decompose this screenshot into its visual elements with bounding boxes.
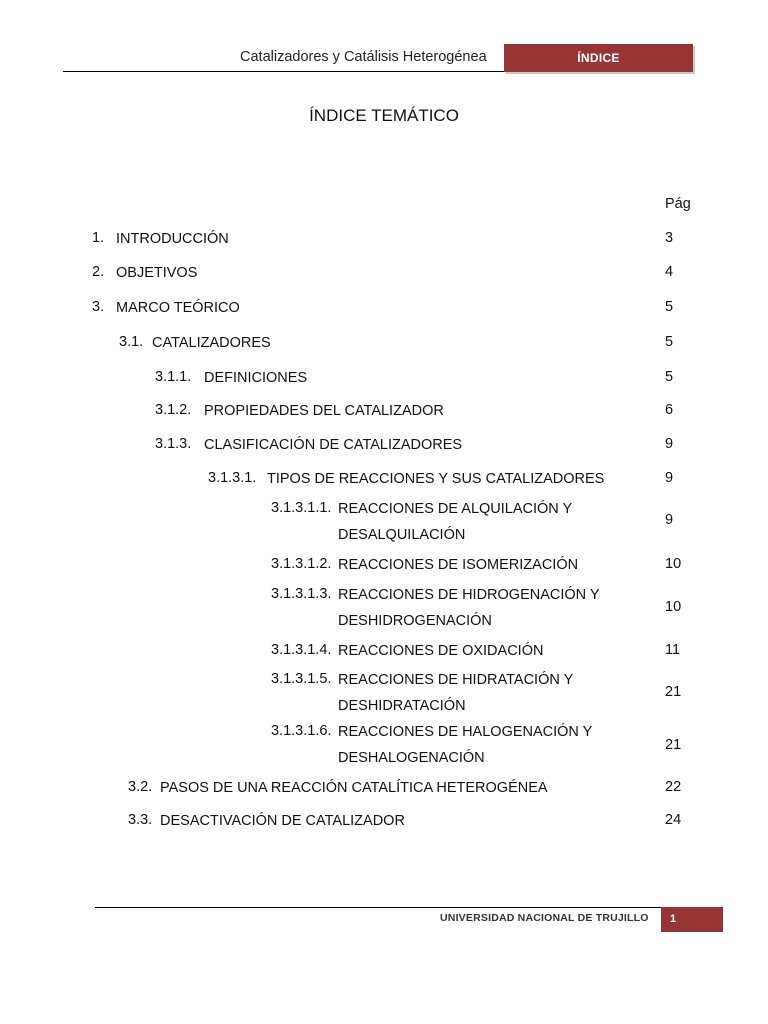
toc-entry-title-line-1: REACCIONES DE ALQUILACIÓN Y <box>338 501 573 517</box>
toc-entry-page: 5 <box>665 299 674 315</box>
toc-entry-number: 3. <box>92 299 105 315</box>
footer-divider <box>95 907 661 908</box>
toc-entry-title-line-2: DESHIDRATACIÓN <box>338 698 466 714</box>
toc-entry-title: INTRODUCCIÓN <box>116 231 229 247</box>
toc-entry-number: 3.1.3.1.2. <box>271 556 332 572</box>
toc-entry-title-line-1: REACCIONES DE HIDRATACIÓN Y <box>338 672 574 688</box>
footer-page-number: 1 <box>661 907 723 932</box>
toc-entry-number: 3.1.3.1.6. <box>271 723 332 739</box>
toc-entry-number: 3.3. <box>128 812 153 828</box>
footer-institution: UNIVERSIDAD NACIONAL DE TRUJILLO <box>440 912 649 924</box>
toc-entry-number: 2. <box>92 264 105 280</box>
toc-entry-number: 3.1.2. <box>155 402 192 418</box>
toc-entry-page: 5 <box>665 334 674 350</box>
toc-entry-title: TIPOS DE REACCIONES Y SUS CATALIZADORES <box>267 471 605 487</box>
toc-entry-title: DEFINICIONES <box>204 370 308 386</box>
toc-entry-title: OBJETIVOS <box>116 265 198 281</box>
toc-entry-title: DESACTIVACIÓN DE CATALIZADOR <box>160 813 405 829</box>
toc-entry-number: 3.2. <box>128 779 153 795</box>
toc-entry-title: MARCO TEÓRICO <box>116 300 240 316</box>
toc-entry-page: 4 <box>665 264 674 280</box>
toc-entry-title: REACCIONES DE OXIDACIÓN <box>338 643 544 659</box>
toc-entry-title: REACCIONES DE ISOMERIZACIÓN <box>338 557 579 573</box>
toc-entry-page: 21 <box>665 737 682 753</box>
toc-entry-number: 3.1. <box>119 334 144 350</box>
toc-entry-number: 3.1.3.1.5. <box>271 671 332 687</box>
toc-entry-page: 9 <box>665 512 674 528</box>
toc-entry-title: CLASIFICACIÓN DE CATALIZADORES <box>204 437 463 453</box>
toc-entry-number: 3.1.3. <box>155 436 192 452</box>
page-column-label: Pág <box>665 196 691 212</box>
toc-entry-number: 3.1.3.1.4. <box>271 642 332 658</box>
toc-entry-title-line-2: DESALQUILACIÓN <box>338 527 466 543</box>
page-title: ÍNDICE TEMÁTICO <box>309 106 459 125</box>
toc-entry-page: 9 <box>665 470 674 486</box>
toc-entry-number: 3.1.3.1.1. <box>271 500 332 516</box>
toc-entry-title: PROPIEDADES DEL CATALIZADOR <box>204 403 444 419</box>
toc-entry-number: 3.1.3.1. <box>208 470 257 486</box>
toc-entry-title: PASOS DE UNA REACCIÓN CATALÍTICA HETEROGÉNEA <box>160 780 548 796</box>
toc-entry-title: CATALIZADORES <box>152 335 271 351</box>
toc-entry-title-line-1: REACCIONES DE HALOGENACIÓN Y <box>338 724 593 740</box>
toc-entry-title-line-2: DESHALOGENACIÓN <box>338 750 485 766</box>
toc-entry-page: 24 <box>665 812 682 828</box>
toc-entry-page: 22 <box>665 779 682 795</box>
toc-entry-page: 5 <box>665 369 674 385</box>
toc-entry-title-line-2: DESHIDROGENACIÓN <box>338 613 492 629</box>
header-title: Catalizadores y Catálisis Heterogénea <box>240 49 487 65</box>
header-divider <box>63 71 504 72</box>
toc-entry-page: 10 <box>665 556 682 572</box>
toc-entry-page: 10 <box>665 599 682 615</box>
toc-entry-title-line-1: REACCIONES DE HIDROGENACIÓN Y <box>338 587 600 603</box>
toc-entry-page: 9 <box>665 436 674 452</box>
header-section-tab: ÍNDICE <box>504 44 693 72</box>
toc-entry-number: 3.1.1. <box>155 369 192 385</box>
toc-entry-number: 3.1.3.1.3. <box>271 586 332 602</box>
toc-entry-page: 21 <box>665 684 682 700</box>
toc-entry-page: 11 <box>665 642 681 658</box>
toc-entry-page: 3 <box>665 230 674 246</box>
toc-entry-page: 6 <box>665 402 674 418</box>
toc-entry-number: 1. <box>92 230 105 246</box>
